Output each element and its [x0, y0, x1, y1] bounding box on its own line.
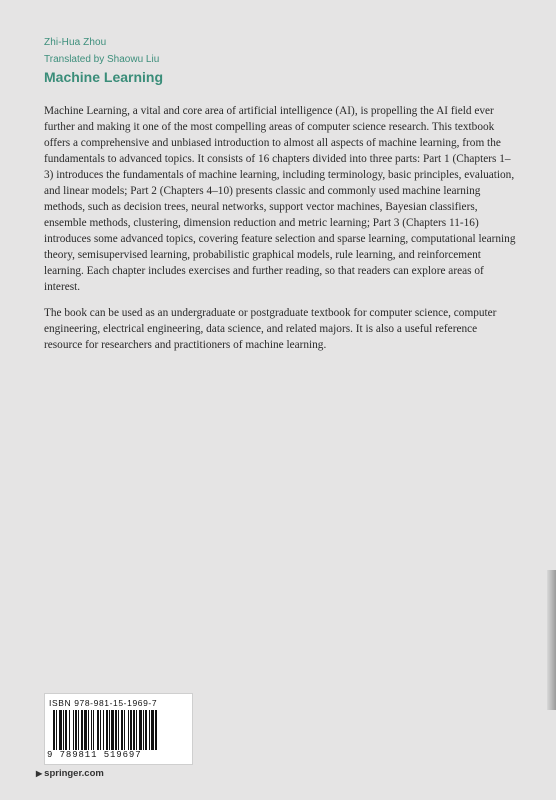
page-edge	[547, 570, 556, 710]
publisher-url: springer.com	[44, 768, 104, 779]
barcode-icon	[53, 710, 185, 750]
publisher-link[interactable]	[36, 768, 104, 779]
book-title: Machine Learning	[44, 69, 164, 85]
isbn-barcode	[44, 693, 193, 765]
isbn-number: ISBN 978-981-15-1969-7	[49, 698, 158, 708]
book-description	[44, 103, 516, 363]
description-paragraph: Machine Learning, a vital and core area of artificial intelligence (AI), is propelling the AI field ever further and making it one of the most compelling areas of computer science research. This textbook offers a comprehensive and unbiased introduction to almost all aspects of machine learning, from the fundamentals to advanced topics. It consists of 16 chapters divided into three parts: Part 1 (Chapters 1–3) introduces the fundamentals of machine learning, including terminology, basic principles, evaluation, and linear models; Part 2 (Chapters 4–10) presents classic and commonly used machine learning methods, such as decision trees, neural networks, support vector machines, Bayesian classifiers, ensemble methods, clustering, dimension reduction and metric learning; Part 3 (Chapters 11-16) introduces some advanced topics, covering feature selection and sparse learning, computational learning theory, semisupervised learning, probabilistic graphical models, rule learning, and reinforcement learning. Each chapter includes exercises and further reading, so that readers can explore areas of interest.	[44, 105, 516, 293]
author-name: Zhi-Hua Zhou	[44, 37, 107, 48]
description-paragraph: The book can be used as an undergraduate or postgraduate textbook for computer science, computer engineering, electrical engineering, data science, and related majors. It is also a useful reference resource for researchers and practitioners of machine learning.	[44, 307, 497, 351]
triangle-right-icon: ▶	[36, 769, 43, 778]
barcode-digits: 9 789811 519697	[47, 750, 142, 760]
translator-credit: Translated by Shaowu Liu	[44, 54, 160, 65]
